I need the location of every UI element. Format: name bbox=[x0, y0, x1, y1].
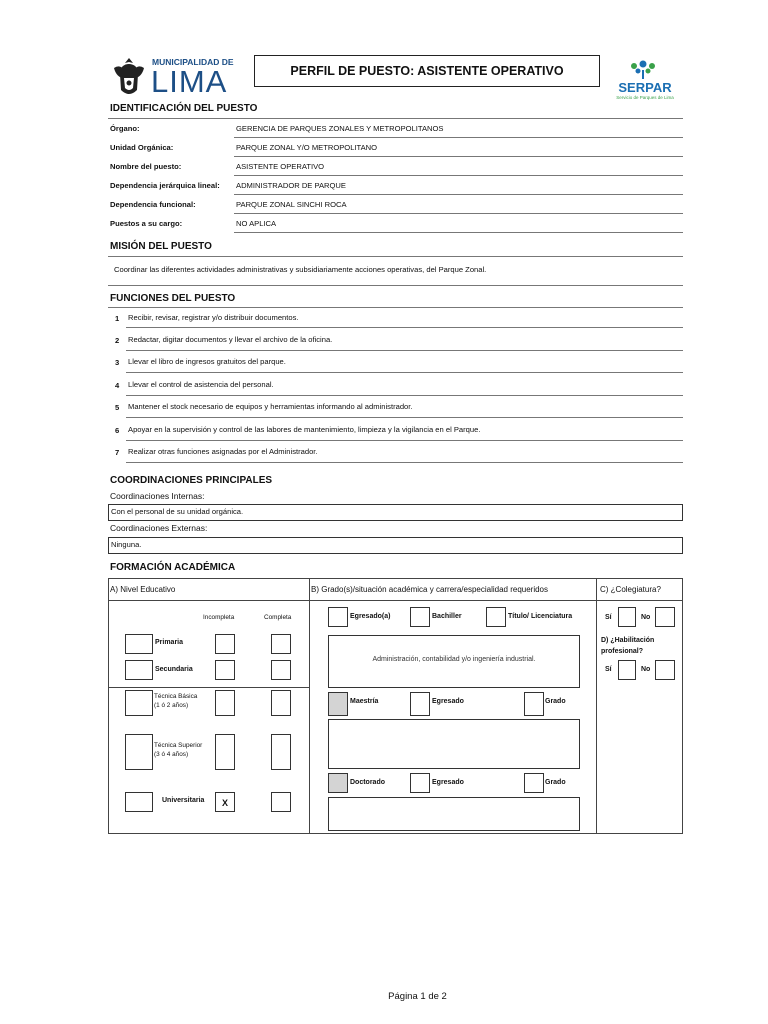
completa-header: Completa bbox=[264, 614, 292, 621]
carrera-field[interactable] bbox=[328, 635, 580, 688]
dependencia-funcional-label: Dependencia funcional: bbox=[110, 200, 196, 209]
municipality-top: MUNICIPALIDAD DE bbox=[152, 57, 234, 67]
bachiller-checkbox[interactable] bbox=[410, 607, 430, 627]
funcion-text: Llevar el control de asistencia del personal. bbox=[128, 380, 274, 389]
incompleta-header: Incompleta bbox=[203, 614, 235, 621]
dependencia-jerarquica-value: ADMINISTRADOR DE PARQUE bbox=[236, 181, 346, 190]
dependencia-jerarquica-label: Dependencia jerárquica lineal: bbox=[110, 181, 220, 190]
funcion-number: 1 bbox=[115, 314, 120, 323]
colegiatura-no-checkbox[interactable] bbox=[655, 607, 675, 627]
section-mision-title: MISIÓN DEL PUESTO bbox=[110, 241, 212, 252]
maestria-grado-checkbox[interactable] bbox=[524, 692, 544, 716]
nombre-value: ASISTENTE OPERATIVO bbox=[236, 162, 325, 171]
section-funciones-title: FUNCIONES DEL PUESTO bbox=[110, 293, 236, 304]
funcion-text: Apoyar en la supervisión y control de las labores de mantenimiento, limpieza y la vigilancia en el Parque. bbox=[128, 425, 481, 434]
funcion-number: 6 bbox=[115, 426, 120, 435]
funcion-text: Realizar otras funciones asignadas por el Administrador. bbox=[128, 447, 318, 456]
nombre-label: Nombre del puesto: bbox=[110, 162, 182, 171]
funcion-text: Recibir, revisar, registrar y/o distribuir documentos. bbox=[128, 313, 299, 322]
coordinaciones-externas-value: Ninguna. bbox=[111, 540, 142, 549]
maestria-label: Maestría bbox=[350, 698, 379, 705]
funcion-number: 3 bbox=[115, 358, 120, 367]
dependencia-funcional-value: PARQUE ZONAL SINCHI ROCA bbox=[236, 200, 347, 209]
serpar-name: SERPAR bbox=[618, 80, 672, 95]
section-coordinaciones-title: COORDINACIONES PRINCIPALES bbox=[110, 475, 273, 486]
universitaria-incompleta-box[interactable] bbox=[215, 792, 235, 812]
page-number: Página 1 de 2 bbox=[388, 991, 447, 1002]
habilitacion-label-2: profesional? bbox=[601, 648, 644, 655]
col-c-title: C) ¿Colegiatura? bbox=[600, 585, 661, 594]
serpar-subtitle: Servicio de Parques de Lima bbox=[616, 95, 674, 100]
bachiller-label: Bachiller bbox=[432, 613, 462, 620]
organo-value: GERENCIA DE PARQUES ZONALES Y METROPOLITANOS bbox=[236, 124, 444, 133]
coordinaciones-externas-label: Coordinaciones Externas: bbox=[110, 523, 208, 533]
carrera-value: Administración, contabilidad y/o ingeniería industrial. bbox=[372, 656, 536, 663]
col-b-title: B) Grado(s)/situación académica y carrera/especialidad requeridos bbox=[311, 585, 548, 594]
universitaria-label: Universitaria bbox=[162, 797, 205, 804]
tecnica-superior-incompleta-box[interactable] bbox=[215, 734, 235, 770]
municipality-main: LIMA bbox=[151, 64, 228, 99]
lima-crest-icon bbox=[110, 56, 148, 100]
tecnica-basica-label: Técnica Básica bbox=[154, 693, 198, 700]
tecnica-basica-completa-box[interactable] bbox=[271, 690, 291, 716]
funcion-number: 5 bbox=[115, 403, 120, 412]
funcion-text: Mantener el stock necesario de equipos y herramientas informando al administrador. bbox=[128, 402, 413, 411]
tecnica-basica-checkbox[interactable] bbox=[125, 690, 153, 716]
funcion-number: 7 bbox=[115, 448, 120, 457]
tecnica-superior-label: Técnica Superior bbox=[154, 742, 203, 749]
doctorado-egresado-label: Egresado bbox=[432, 779, 464, 786]
coordinaciones-internas-value: Con el personal de su unidad orgánica. bbox=[111, 507, 244, 516]
tecnica-basica-incompleta-box[interactable] bbox=[215, 690, 235, 716]
maestria-checkbox[interactable] bbox=[328, 692, 348, 716]
coordinaciones-internas-label: Coordinaciones Internas: bbox=[110, 491, 205, 501]
primaria-incompleta-box[interactable] bbox=[215, 634, 235, 654]
secundaria-incompleta-box[interactable] bbox=[215, 660, 235, 680]
primaria-label: Primaria bbox=[155, 639, 184, 646]
section-identificacion-title: IDENTIFICACIÓN DEL PUESTO bbox=[110, 103, 258, 114]
habilitacion-no-label: No bbox=[641, 666, 651, 673]
doctorado-field[interactable] bbox=[328, 797, 580, 831]
doctorado-egresado-checkbox[interactable] bbox=[410, 773, 430, 793]
col-a-title: A) Nivel Educativo bbox=[110, 585, 176, 594]
coordinaciones-internas-box bbox=[108, 504, 683, 521]
secundaria-checkbox[interactable] bbox=[125, 660, 153, 680]
page-title: PERFIL DE PUESTO: ASISTENTE OPERATIVO bbox=[290, 64, 564, 78]
funcion-number: 4 bbox=[115, 381, 120, 390]
primaria-checkbox[interactable] bbox=[125, 634, 153, 654]
titulo-checkbox[interactable] bbox=[486, 607, 506, 627]
puestos-value: NO APLICA bbox=[236, 219, 277, 228]
habilitacion-si-checkbox[interactable] bbox=[618, 660, 636, 680]
colegiatura-no-label: No bbox=[641, 614, 651, 621]
universitaria-completa-box[interactable] bbox=[271, 792, 291, 812]
mision-text: Coordinar las diferentes actividades administrativas y subsidiariamente acciones operativas, del Parque Zonal. bbox=[114, 265, 487, 274]
tecnica-superior-sub: (3 ó 4 años) bbox=[154, 751, 189, 758]
page-title-box bbox=[254, 55, 600, 87]
egresado-a-checkbox[interactable] bbox=[328, 607, 348, 627]
maestria-field[interactable] bbox=[328, 719, 580, 769]
tecnica-superior-completa-box[interactable] bbox=[271, 734, 291, 770]
unidad-value: PARQUE ZONAL Y/O METROPOLITANO bbox=[236, 143, 378, 152]
secundaria-label: Secundaria bbox=[155, 666, 193, 673]
primaria-completa-box[interactable] bbox=[271, 634, 291, 654]
funcion-number: 2 bbox=[115, 336, 120, 345]
maestria-egresado-label: Egresado bbox=[432, 698, 464, 705]
titulo-label: Título/ Licenciatura bbox=[508, 613, 573, 620]
coordinaciones-externas-box bbox=[108, 537, 683, 554]
puestos-label: Puestos a su cargo: bbox=[110, 219, 183, 228]
doctorado-grado-label: Grado bbox=[545, 779, 566, 786]
habilitacion-si-label: Sí bbox=[605, 666, 612, 673]
serpar-logo bbox=[612, 60, 678, 106]
colegiatura-si-label: Sí bbox=[605, 614, 612, 621]
funcion-text: Redactar, digitar documentos y llevar el archivo de la oficina. bbox=[128, 335, 333, 344]
serpar-tree-icon bbox=[626, 60, 660, 80]
unidad-label: Unidad Orgánica: bbox=[110, 143, 174, 152]
doctorado-label: Doctorado bbox=[350, 779, 385, 786]
habilitacion-no-checkbox[interactable] bbox=[655, 660, 675, 680]
universitaria-checkbox[interactable] bbox=[125, 792, 153, 812]
egresado-a-label: Egresado(a) bbox=[350, 613, 391, 620]
section-formacion-title: FORMACIÓN ACADÉMICA bbox=[110, 562, 236, 573]
habilitacion-label-1: D) ¿Habilitación bbox=[601, 637, 655, 644]
maestria-egresado-checkbox[interactable] bbox=[410, 692, 430, 716]
lima-logo bbox=[110, 56, 245, 102]
doctorado-checkbox[interactable] bbox=[328, 773, 348, 793]
doctorado-grado-checkbox[interactable] bbox=[524, 773, 544, 793]
funcion-text: Llevar el libro de ingresos gratuitos del parque. bbox=[128, 357, 286, 366]
tecnica-superior-checkbox[interactable] bbox=[125, 734, 153, 770]
universitaria-mark: X bbox=[221, 798, 228, 808]
colegiatura-si-checkbox[interactable] bbox=[618, 607, 636, 627]
tecnica-basica-sub: (1 ó 2 años) bbox=[154, 702, 189, 709]
organo-label: Órgano: bbox=[110, 124, 140, 133]
secundaria-completa-box[interactable] bbox=[271, 660, 291, 680]
maestria-grado-label: Grado bbox=[545, 698, 566, 705]
